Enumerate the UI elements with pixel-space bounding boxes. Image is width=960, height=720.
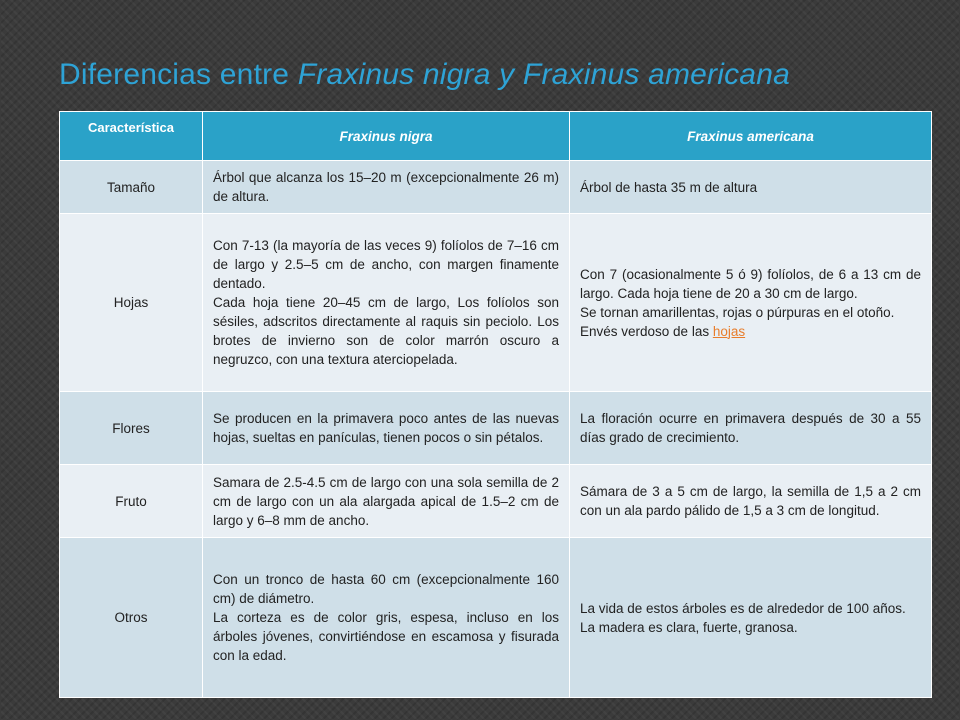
cell-text: Se producen en la primavera poco antes de las nuevas hojas, sueltas en panículas, tienen pocos o sin pétalos.	[213, 411, 559, 445]
cell-text: La vida de estos árboles es de alrededor de 100 años.	[580, 600, 906, 616]
header-characteristic: Característica	[60, 112, 203, 161]
cell-americana-flores	[570, 392, 932, 465]
cell-text: Samara de 2.5-4.5 cm de largo con una sola semilla de 2 cm de largo con un ala alargada apical de 1.5–2 cm de largo y 6–8 mm de ancho.	[213, 474, 559, 528]
cell-nigra-tamano	[203, 161, 570, 214]
cell-americana-hojas	[570, 214, 932, 392]
cell-text: La floración ocurre en primavera después de 30 a 55 días grado de crecimiento.	[580, 411, 921, 445]
table-row-flores	[60, 392, 932, 465]
cell-nigra-otros	[203, 538, 570, 698]
cell-americana-tamano	[570, 161, 932, 214]
cell-text: Con 7-13 (la mayoría de las veces 9) folíolos de 7–16 cm de largo y 2.5–5 cm de ancho, con margen finamente dentado.	[213, 238, 559, 291]
cell-text: Árbol que alcanza los 15–20 m (excepcionalmente 26 m) de altura.	[213, 170, 559, 204]
title-connector: y	[499, 58, 515, 91]
cell-americana-fruto	[570, 465, 932, 538]
cell-text: Con un tronco de hasta 60 cm (excepcionalmente 160 cm) de diámetro.	[213, 572, 559, 606]
table-header-row	[60, 112, 932, 161]
header-fraxinus-americana: Fraxinus americana	[570, 112, 932, 161]
cell-text-with-link	[580, 322, 921, 341]
cell-text: La corteza es de color gris, espesa, incluso en los árboles jóvenes, convirtiéndose en escamosa y fisurada con la edad.	[213, 610, 559, 663]
cell-nigra-fruto	[203, 465, 570, 538]
title-species-1: Fraxinus nigra	[297, 58, 491, 91]
cell-text: Árbol de hasta 35 m de altura	[580, 179, 758, 195]
cell-text: Con 7 (ocasionalmente 5 ó 9) folíolos, de 6 a 13 cm de largo. Cada hoja tiene de 20 a 30 cm de largo.	[580, 266, 921, 301]
row-label-flores: Flores	[60, 392, 203, 465]
row-label-fruto: Fruto	[60, 465, 203, 538]
cell-nigra-flores	[203, 392, 570, 465]
row-label-tamano: Tamaño	[60, 161, 203, 214]
cell-text: Envés verdoso de las	[580, 323, 710, 339]
table-row-hojas	[60, 214, 932, 392]
row-label-hojas: Hojas	[60, 214, 203, 392]
cell-nigra-hojas	[203, 214, 570, 392]
comparison-table	[59, 111, 932, 698]
slide-title	[59, 58, 790, 92]
cell-americana-otros	[570, 538, 932, 698]
title-prefix: Diferencias entre	[59, 58, 290, 91]
cell-text: Cada hoja tiene 20–45 cm de largo, Los folíolos son sésiles, adscritos directamente al raquis sin peciolo. Los brotes de invierno son de color marrón oscuro a negruzco, con una textura aterciopelada.	[213, 295, 559, 367]
table-row-fruto	[60, 465, 932, 538]
cell-text: La madera es clara, fuerte, granosa.	[580, 619, 798, 635]
hojas-link[interactable]: hojas	[712, 323, 746, 339]
table-row-otros	[60, 538, 932, 698]
cell-text: Sámara de 3 a 5 cm de largo, la semilla de 1,5 a 2 cm con un ala pardo pálido de 1,5 a 3 cm de longitud.	[580, 484, 921, 518]
table-row-tamano	[60, 161, 932, 214]
row-label-otros: Otros	[60, 538, 203, 698]
header-fraxinus-nigra: Fraxinus nigra	[203, 112, 570, 161]
cell-text: Se tornan amarillentas, rojas o púrpuras en el otoño.	[580, 304, 895, 320]
title-species-2: Fraxinus americana	[522, 58, 790, 91]
